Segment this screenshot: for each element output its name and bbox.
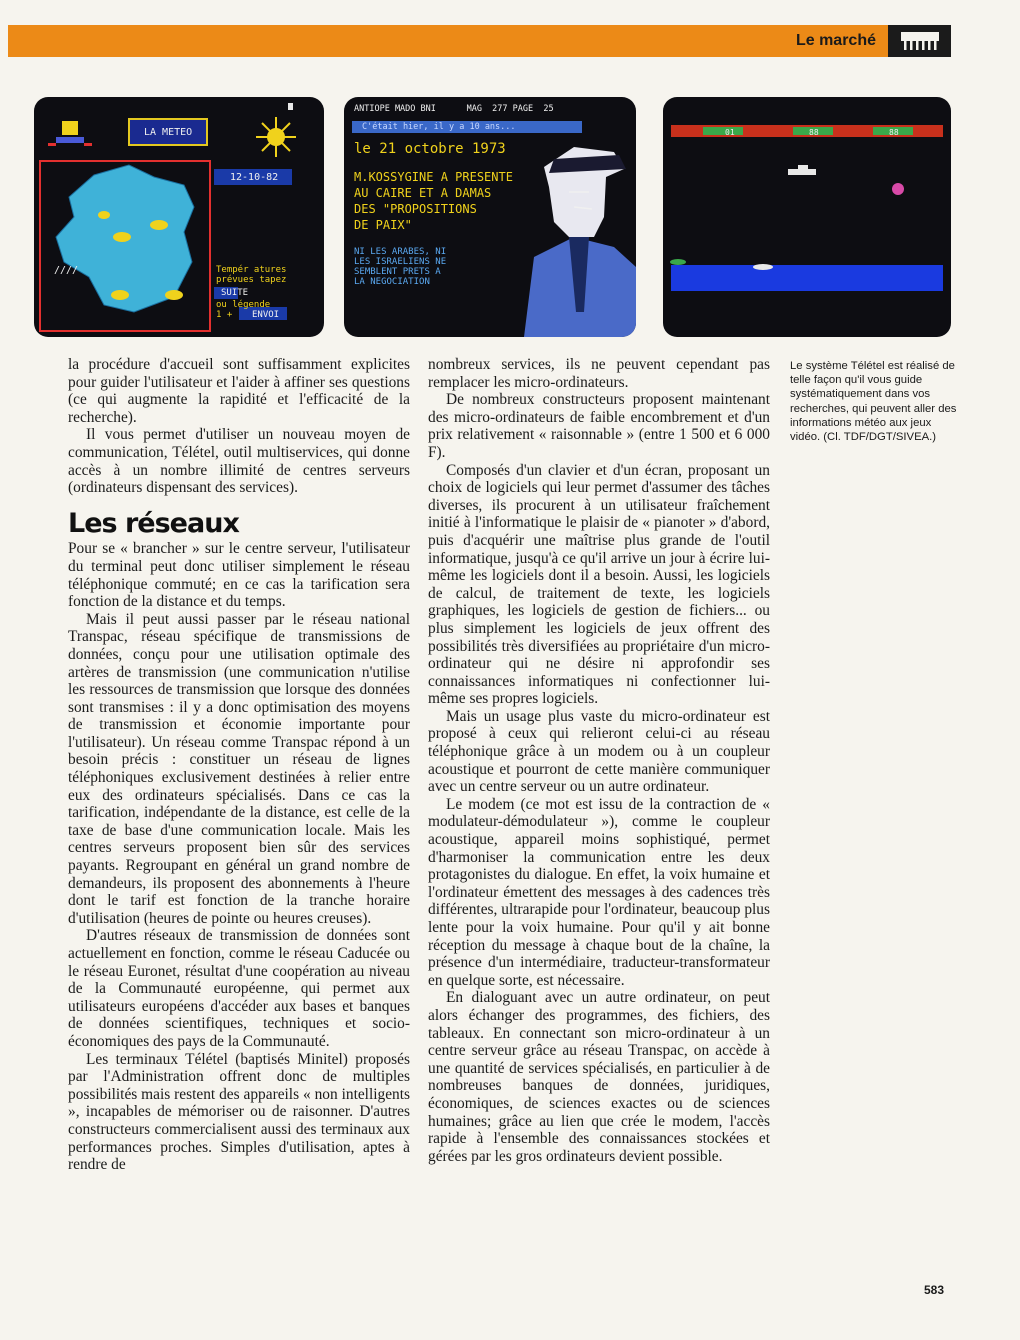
game-score-1: 01: [725, 128, 735, 137]
section-header-bar: [8, 25, 888, 57]
screen-game: [663, 97, 951, 337]
meteo-prompt: Tempér atures prévues tapez: [216, 265, 287, 285]
meteo-title: LA METEO: [144, 127, 193, 138]
figure-caption: Le système Télétel est réalisé de telle façon qu'il vous guide systématiquement dans vos recherches, qui peuvent aller des informations météo aux jeux vidéo. (Cl. TDF/DGT/SIVEA.): [790, 360, 957, 444]
paragraph: Pour se « brancher » sur le centre serveur, l'utilisateur du terminal peut donc utiliser simplement le réseau téléphonique commuté; en ce cas la tarification sera fonction de la distance et du temps.: [68, 540, 410, 611]
paragraph: D'autres réseaux de transmission de données sont actuellement en fonction, comme le réseau Caducée ou le réseau Euronet, résultat d'une coopération au niveau de la Communauté européenne, qui permet aux utilisateurs européens d'accéder aux bases et banques de données scientifiques, techniques et socio-économiques des pays de la Communauté.: [68, 927, 410, 1050]
game-score-3: 88: [889, 128, 899, 137]
meteo-legend: ou légende 1 +: [216, 300, 271, 320]
article-column-2: [428, 356, 770, 1165]
paragraph: nombreux services, ils ne peuvent cependant pas remplacer les micro-ordinateurs.: [428, 356, 770, 391]
antiope-subtext: NI LES ARABES, NI LES ISRAELIENS NE SEMBLENT PRETS A LA NEGOCIATION: [354, 247, 447, 287]
article-column-1: [68, 356, 410, 1174]
antiope-headline: M.KOSSYGINE A PRESENTE AU CAIRE ET A DAMAS DES "PROPOSITIONS DE PAIX": [354, 170, 513, 232]
antiope-band: C'était hier, il y a 10 ans...: [362, 122, 516, 132]
paragraph: En dialoguant avec un autre ordinateur, on peut alors échanger des programmes, des fichiers, des tableaux. En connectant son micro-ordinateur à un centre serveur grâce au réseau Transpac, on accède à une quantité de services spécialisés, en particulier à de nombreuses banques de données, juridiques, économiques, de sciences exactes ou de sciences humaines; grâce au lien que crée le modem, l'accès rapide à l'ensemble des connaissances stockées et gérées par les gros ordinateurs devient possible.: [428, 989, 770, 1165]
section-logo: [888, 25, 951, 57]
meteo-marks: ////: [54, 265, 79, 276]
paragraph: Composés d'un clavier et d'un écran, proposant un choix de logiciels qui leur permet d'assumer des tâches diverses, ils procurent à un utilisateur fraîchement initié à l'informatique le plaisir de « pianoter » d'abord, puis d'acquérir une maîtrise plus grande de l'outil informatique, jusqu'à ce qu'il arrive un jour à écrire lui-même les logiciels dont il a besoin. Aussi, les logiciels de calcul, de traitement de texte, les logiciels graphiques, les logiciels de gestion de fichiers... ou plus simplement les logiciels de jeux offrent des possibilités très diversifiées au propriétaire d'un micro-ordinateur qui ne désire ni approfondir ses connaissances informatiques ni confectionner lui-même ses propres logiciels.: [428, 461, 770, 708]
paragraph: la procédure d'accueil sont suffisamment explicites pour guider l'utilisateur et l'aider à affiner ses questions (ce qui augmente la rapidité et l'efficacité de la recherche).: [68, 356, 410, 426]
paragraph: Mais un usage plus vaste du micro-ordinateur est proposé à ceux qui relieront celui-ci au réseau téléphonique grâce à un modem ou à un coupleur acoustique et pourront de cette manière communiquer avec un centre serveur ou un autre ordinateur.: [428, 707, 770, 796]
paragraph: De nombreux constructeurs proposent maintenant des micro-ordinateurs de faible encombrement et d'un prix relativement « raisonnable » (entre 1 500 et 6 000 F).: [428, 391, 770, 461]
paragraph: Les terminaux Télétel (baptisés Minitel) proposés par l'Administration offrent donc de multiples possibilités mais restent des appareils « non intelligents », incapables de mémoriser ou de raisonner. D'autres constructeurs commercialisent aussi des terminaux aux performances proches. Simples d'utilisation, aptes à rendre de: [68, 1050, 410, 1174]
screen-meteo: [34, 97, 324, 337]
keyboard-icon: [900, 30, 940, 52]
paragraph: Le modem (ce mot est issu de la contraction de « modulateur-démodulateur »), comme le coupleur acoustique, appareil moins sophistiqué, permet d'harmoniser la communication entre les deux protagonistes du dialogue. En effet, la voix humaine et l'ordinateur émettent des messages à des cadences très différentes, ultrarapide pour l'ordinateur, beaucoup plus lente pour la voix humaine. Pour qu'il y ait bonne réception du message à chaque bout de la chaîne, la présence d'un intermédiaire, traducteur-transformateur en quelque sorte, est nécessaire.: [428, 795, 770, 989]
meteo-date: 12-10-82: [230, 172, 279, 183]
screen-antiope: [344, 97, 636, 337]
game-score-2: 88: [809, 128, 819, 137]
section-heading: Les réseaux: [68, 507, 239, 539]
meteo-envoi: ENVOI: [252, 310, 280, 320]
antiope-date: le 21 octobre 1973: [354, 141, 506, 157]
antiope-topline: ANTIOPE MADO BNI MAG 277 PAGE 25: [354, 104, 554, 114]
section-title: Le marché: [795, 32, 876, 49]
game-graphic: [663, 97, 951, 337]
paragraph: Il vous permet d'utiliser un nouveau moyen de communication, Télétel, outil multiservices, qui donne accès à un nombre illimité de centres serveurs (ordinateurs dispensant des services).: [68, 426, 410, 497]
paragraph: Mais il peut aussi passer par le réseau national Transpac, réseau spécifique de transmissions de données, conçu pour une utilisation optimale des artères de transmission (une communication n'utilise les ressources de transmission que lorsque des données sont transmises : il y a donc optimisation des moyens de transmission et économie importante pour l'utilisateur). Un réseau comme Transpac répond à un besoin précis : constituer un réseau de lignes téléphoniques exclusivement destinées à relier entre eux des ordinateurs spécialisés. Dans ce cas la tarification, indépendante de la distance, est celle de la taxe de base d'une communication locale. Mais les centres serveurs proposent bien sûr des services payants. Regroupant en général un grand nombre de demandeurs, ils proposent des abonnements à l'heure dont le tarif est fonction de la tranche horaire d'utilisation (heures de pointe ou heures creuses).: [68, 610, 410, 927]
page-number: 583: [924, 1283, 945, 1297]
meteo-suite: SUITE: [221, 288, 249, 298]
